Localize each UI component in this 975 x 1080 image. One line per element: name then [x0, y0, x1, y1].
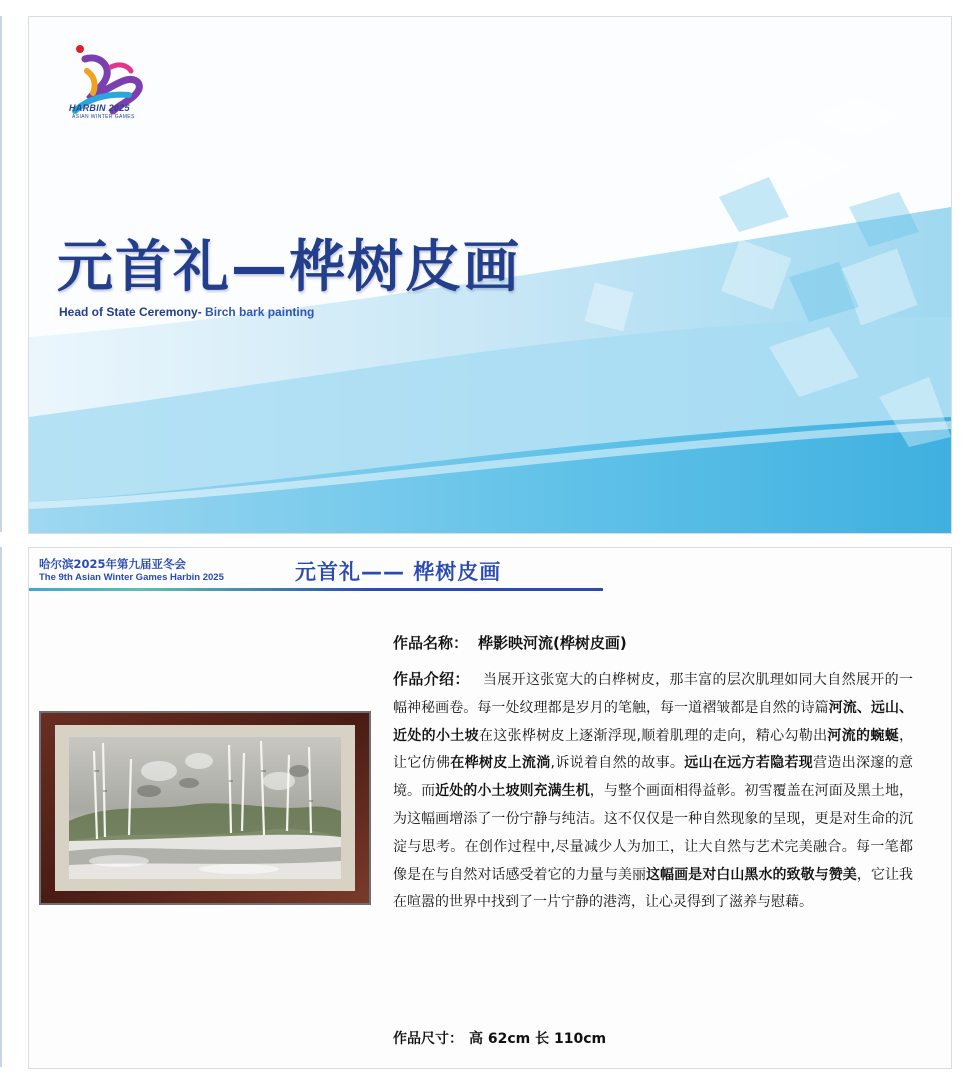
work-intro — [393, 666, 913, 917]
intro-segment: 在这张桦树皮上逐渐浮现,顺着肌理的走向，精心勾勒出 — [478, 727, 828, 744]
cover-subtitle — [59, 305, 314, 319]
intro-highlight: 河流的蜿蜒 — [827, 727, 900, 744]
left-edge-line — [0, 547, 2, 1067]
intro-highlight: 近处的小土坡则充满生机 — [435, 783, 590, 800]
work-name-label: 作品名称： — [393, 634, 469, 652]
birch-bark-painting-image — [39, 711, 371, 905]
intro-highlight: 在桦树皮上流淌 — [450, 755, 551, 772]
cover-title: 元首礼—桦树皮画 — [57, 235, 521, 300]
intro-segment: ，与整个画面相得益彰。初雪覆盖在河面及黑土地，为这幅画增添了一份宁静与纯洁。这不仅仅是一种自然现象的呈现，更是对生命的沉淀与思考。在创作过程中,尽量减少人为加工，让大自然与艺术完美融合。每一笔都像是在与自然对话感受着它的力量与美丽 — [393, 783, 914, 883]
content-title: 元首礼—— 桦树皮画 — [295, 560, 502, 584]
logo-text: HARBIN 2025 — [69, 103, 130, 113]
cover-subtitle-part1: Head of State Ceremony- — [59, 305, 202, 319]
intro-segment: ,诉说着自然的故事。 — [550, 755, 685, 772]
cover-subtitle-part2: Birch bark painting — [201, 305, 315, 319]
work-size-row — [393, 1028, 606, 1048]
cover-slide — [28, 16, 952, 534]
work-size-value: 高 62cm 长 110cm — [469, 1031, 607, 1047]
header-divider — [29, 588, 603, 591]
intro-highlight: 河流、远山、近处的小土坡 — [393, 699, 914, 744]
org-name-cn: 哈尔滨2025年第九届亚冬会 — [39, 557, 187, 571]
intro-highlight: 这幅画是对白山黑水的致敬与赞美 — [646, 866, 857, 883]
left-edge-line — [0, 16, 2, 532]
work-name-row — [393, 632, 627, 653]
intro-segment: ，它让我在喧嚣的世界中找到了一片宁静的港湾，让心灵得到了滋养与慰藉。 — [393, 866, 914, 911]
work-name-value: 桦影映河流(桦树皮画) — [478, 634, 627, 652]
work-size-label: 作品尺寸： — [393, 1031, 463, 1047]
intro-segment: 营造出深邃的意境。而 — [393, 755, 914, 800]
content-slide — [28, 547, 952, 1069]
intro-highlight: 远山在远方若隐若现 — [684, 755, 814, 772]
org-name-en: The 9th Asian Winter Games Harbin 2025 — [39, 572, 224, 583]
logo-subtext: ASIAN WINTER GAMES — [72, 114, 135, 120]
work-intro-text — [393, 672, 913, 910]
intro-segment: 当展开这张宽大的白桦树皮，那丰富的层次肌理如同大自然展开的一幅神秘画卷。每一处纹理都是岁月的笔触，每一道褶皱都是自然的诗篇 — [393, 672, 914, 716]
intro-segment: ，让它仿佛 — [393, 727, 914, 772]
work-intro-label: 作品介绍： — [393, 670, 470, 688]
